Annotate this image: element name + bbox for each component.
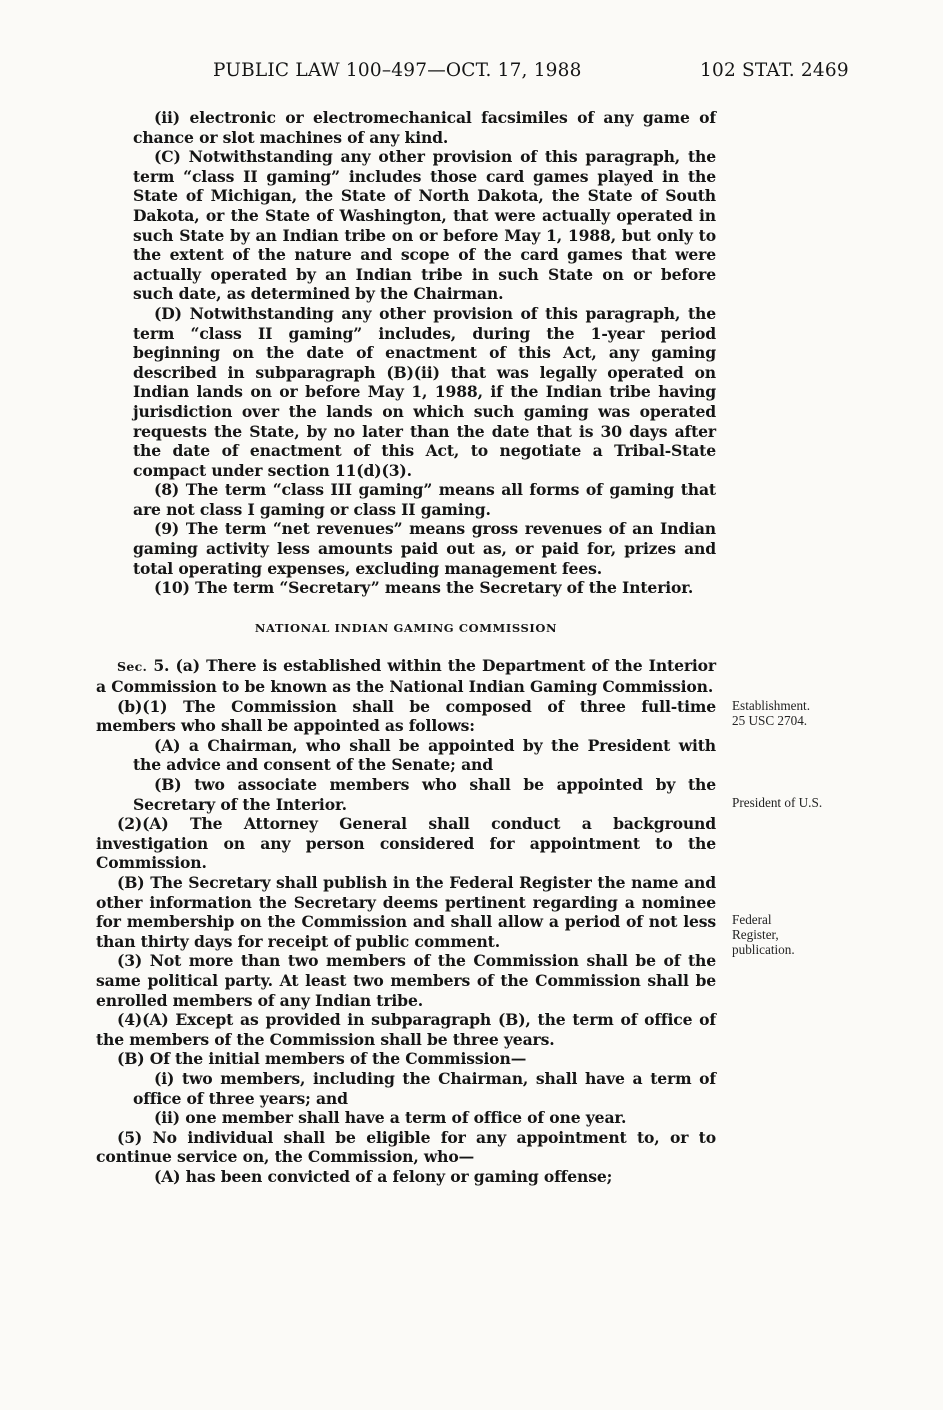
paragraph-9: (9) The term “net revenues” means gross revenues of an Indian gaming activity less amounts paid out as, or paid for, prizes and total operating expenses, excluding management fees. [133, 519, 716, 578]
section-5-4b-i: (i) two members, including the Chairman, shall have a term of office of three years; and [133, 1068, 716, 1108]
document-body [96, 108, 716, 1186]
section-label: Sec. [117, 659, 148, 675]
page-header [0, 60, 943, 88]
section-5-2a: (2)(A) The Attorney General shall conduct a background investigation on any person considered for appointment to the Commission. [96, 814, 716, 873]
margin-note-president [732, 795, 882, 810]
section-5-a-text: 5. (a) There is established within the Department of the Interior a Commission to be known as the National Indian Gaming Commission. [96, 656, 716, 697]
section-5-4b-ii: (ii) one member shall have a term of office of one year. [154, 1108, 627, 1128]
section-heading: NATIONAL INDIAN GAMING COMMISSION [254, 620, 558, 635]
section-5-5a: (A) has been convicted of a felony or gaming offense; [154, 1166, 613, 1186]
section-5-4b: (B) Of the initial members of the Commission— [117, 1049, 527, 1069]
section-5-3: (3) Not more than two members of the Commission shall be of the same political party. At least two members of the Commission shall be enrolled members of any Indian tribe. [96, 951, 716, 1010]
margin-note-text: Establishment. [732, 698, 811, 713]
section-5-2b: (B) The Secretary shall publish in the Federal Register the name and other information the Secretary deems pertinent regarding a nominee for membership on the Commission and shall allow a period of not less than thirty days for receipt of public comment. [96, 872, 716, 951]
margin-note-text: President of U.S. [732, 795, 823, 810]
margin-note-text: Federal [732, 912, 772, 927]
stat-page-number: 102 STAT. 2469 [700, 60, 849, 81]
paragraph-ii: (ii) electronic or electromechanical facsimiles of any game of chance or slot machines of any kind. [133, 108, 716, 147]
margin-note-text: Register, [732, 927, 779, 942]
paragraph-10: (10) The term “Secretary” means the Secretary of the Interior. [154, 578, 694, 598]
paragraph-8: (8) The term “class III gaming” means all forms of gaming that are not class I gaming or class II gaming. [133, 480, 716, 519]
margin-note-establishment [732, 698, 882, 728]
section-5-5: (5) No individual shall be eligible for any appointment to, or to continue service on, the Commission, who— [96, 1127, 716, 1167]
section-5-b1: (b)(1) The Commission shall be composed of three full-time members who shall be appointed as follows: [96, 696, 716, 736]
section-5-a [96, 656, 716, 696]
margin-note-usc: 25 USC 2704. [732, 713, 808, 728]
margin-note-text: publication. [732, 942, 795, 957]
paragraph-c: (C) Notwithstanding any other provision of this paragraph, the term “class II gaming” includes those card games played in the State of Michigan, the State of North Dakota, the State of South Dakota, or the State of Washington, that were actually operated in such State by an Indian tribe on or before May 1, 1988, but only to the extent of the nature and scope of the card games that were actually operated by an Indian tribe in such State on or before such date, as determined by the Chairman. [133, 147, 716, 304]
law-citation: PUBLIC LAW 100–497—OCT. 17, 1988 [213, 60, 582, 81]
section-5-4a: (4)(A) Except as provided in subparagraph (B), the term of office of the members of the Commission shall be three years. [96, 1010, 716, 1049]
paragraph-d: (D) Notwithstanding any other provision of this paragraph, the term “class II gaming” includes, during the 1-year period beginning on the date of enactment of this Act, any gaming described in subparagraph (B)(ii) that was legally operated on Indian lands on or before May 1, 1988, if the Indian tribe having jurisdiction over the lands on which such gaming was operated requests the State, by no later than the date that is 30 days after the date of enactment of this Act, to negotiate a Tribal-State compact under section 11(d)(3). [133, 303, 716, 480]
section-5-b1-b: (B) two associate members who shall be appointed by the Secretary of the Interior. [133, 775, 716, 814]
margin-note-federal-register [732, 912, 882, 957]
section-5-b1-a: (A) a Chairman, who shall be appointed by the President with the advice and consent of the Senate; and [133, 735, 716, 775]
